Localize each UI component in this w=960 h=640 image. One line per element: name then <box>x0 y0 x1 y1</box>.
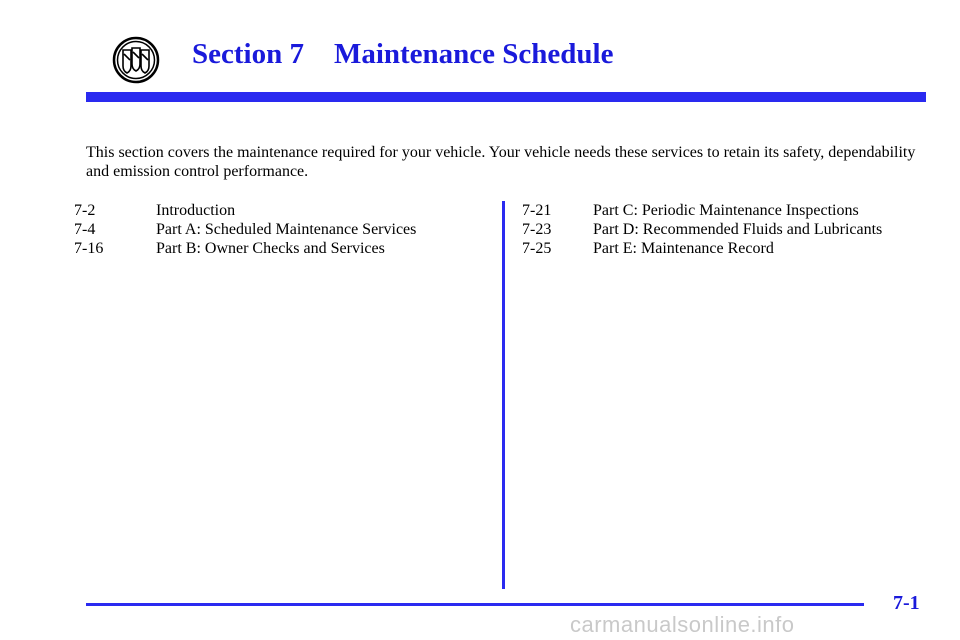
footer-rule <box>86 603 864 606</box>
toc-page: 7-16 <box>74 240 104 257</box>
toc-entry[interactable] <box>74 239 494 258</box>
toc-title: Part B: Owner Checks and Services <box>156 240 385 257</box>
toc-entry[interactable] <box>522 220 942 239</box>
toc-page: 7-23 <box>522 221 552 238</box>
page-number: 7-1 <box>893 592 920 614</box>
toc-title: Part C: Periodic Maintenance Inspections <box>593 202 859 219</box>
header-rule <box>86 92 926 102</box>
section-label: Section 7 <box>192 38 304 70</box>
toc-page: 7-2 <box>74 202 96 219</box>
toc-left-column <box>74 201 494 258</box>
tri-shield-emblem-icon <box>112 36 160 84</box>
column-divider <box>502 201 505 589</box>
watermark: carmanualsonline.info <box>570 612 795 637</box>
toc-entry[interactable] <box>522 239 942 258</box>
toc-title: Part D: Recommended Fluids and Lubricants <box>593 221 883 238</box>
toc-page: 7-4 <box>74 221 96 238</box>
toc-right-column <box>522 201 942 258</box>
toc-entry[interactable] <box>74 201 494 220</box>
toc-entry[interactable] <box>74 220 494 239</box>
toc-title: Introduction <box>156 202 236 219</box>
toc-entry[interactable] <box>522 201 942 220</box>
toc-page: 7-21 <box>522 202 552 219</box>
intro-paragraph: This section covers the maintenance required for your vehicle. Your vehicle needs these services to retain its safety, dependability and emission control performance. <box>86 144 916 180</box>
page-title <box>192 38 614 71</box>
toc-title: Part A: Scheduled Maintenance Services <box>156 221 417 238</box>
toc-title: Part E: Maintenance Record <box>593 240 774 257</box>
toc-page: 7-25 <box>522 240 552 257</box>
section-title: Maintenance Schedule <box>333 38 614 70</box>
